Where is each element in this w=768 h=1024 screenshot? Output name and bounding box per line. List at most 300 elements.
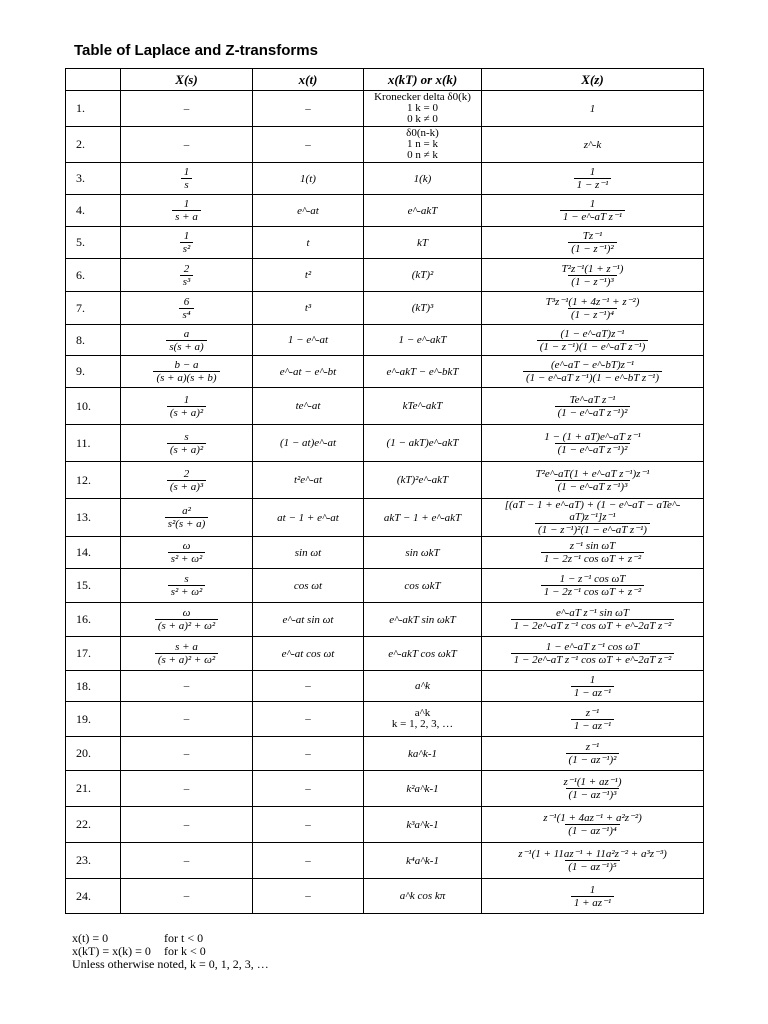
sampled-cell (364, 425, 482, 462)
time-expression: cos ωt (293, 579, 323, 592)
row-number: 18. (66, 671, 121, 702)
sampled-expression: k⁴a^k-1 (406, 854, 439, 867)
numerator: s (184, 430, 189, 443)
numerator: 1 (589, 883, 596, 896)
table-row (66, 91, 704, 127)
denominator: (s + a)² + ω² (155, 619, 218, 632)
table-row (66, 843, 704, 879)
time-expression: – (305, 102, 311, 115)
ztransform-fraction (511, 607, 675, 632)
row-number: 22. (66, 807, 121, 843)
numerator: z⁻¹(1 + 11az⁻¹ + 11a²z⁻² + a³z⁻³) (518, 848, 667, 860)
laplace-cell (121, 499, 253, 537)
sampled-definition (366, 708, 479, 730)
ztransform-cell (482, 737, 704, 771)
row-number: 7. (66, 292, 121, 325)
row-number: 2. (66, 127, 121, 163)
denominator: (s + a)(s + b) (153, 371, 219, 384)
ztransform-expression: z^-k (583, 138, 602, 151)
sampled-cell (364, 637, 482, 671)
definition-line: 1 n = k (407, 138, 438, 150)
time-cell (253, 843, 364, 879)
footnote-line (72, 958, 269, 971)
numerator: 2 (183, 467, 190, 480)
sampled-expression: a^k (414, 680, 431, 692)
denominator: (1 − e^-aT z⁻¹)² (555, 443, 631, 456)
laplace-cell (121, 388, 253, 425)
laplace-fraction (167, 431, 206, 456)
laplace-expression: – (183, 713, 190, 725)
time-expression: – (305, 713, 311, 725)
ztransform-cell (482, 425, 704, 462)
ztransform-fraction (515, 848, 670, 873)
laplace-expression: – (183, 138, 190, 151)
laplace-cell (121, 292, 253, 325)
table-row (66, 163, 704, 195)
table-row (66, 388, 704, 425)
row-number: 15. (66, 569, 121, 603)
denominator: s (181, 178, 191, 191)
ztransform-fraction (555, 394, 631, 419)
row-number: 4. (66, 195, 121, 227)
sampled-expression: kTe^-akT (402, 400, 443, 412)
ztransform-fraction (541, 431, 644, 456)
row-number: 20. (66, 737, 121, 771)
sampled-cell (364, 259, 482, 292)
laplace-cell (121, 425, 253, 462)
header-time: x(t) (253, 69, 364, 91)
table-row (66, 127, 704, 163)
table-row (66, 462, 704, 499)
table-row (66, 425, 704, 462)
time-expression: t² (304, 269, 312, 281)
sampled-expression: (1 − akT)e^-akT (386, 437, 459, 449)
table-row (66, 499, 704, 537)
table-row (66, 879, 704, 914)
sampled-cell (364, 195, 482, 227)
time-expression: e^-at cos ωt (281, 647, 335, 660)
laplace-expression: – (183, 102, 190, 115)
time-cell (253, 807, 364, 843)
denominator: (s + a)² (167, 406, 206, 419)
header-sampled: x(kT) or x(k) (364, 69, 482, 91)
ztransform-fraction (559, 263, 627, 288)
ztransform-fraction (560, 776, 624, 801)
denominator: s² (180, 242, 194, 255)
ztransform-fraction (541, 573, 644, 598)
table-row (66, 259, 704, 292)
laplace-expression: – (183, 747, 190, 760)
denominator: (1 − z⁻¹)⁴ (568, 308, 617, 321)
numerator: 1 (589, 198, 596, 210)
ztransform-fraction (571, 884, 614, 909)
denominator: s² + ω² (168, 585, 206, 598)
numerator: z⁻¹ sin ωT (569, 540, 616, 552)
sampled-definition (366, 92, 479, 125)
sampled-cell (364, 356, 482, 388)
ztransform-cell (482, 388, 704, 425)
definition-line: a^k (414, 707, 431, 719)
sampled-expression: ka^k-1 (407, 747, 438, 760)
ztransform-cell (482, 671, 704, 702)
laplace-cell (121, 637, 253, 671)
laplace-cell (121, 569, 253, 603)
ztransform-cell (482, 537, 704, 569)
ztransform-cell (482, 569, 704, 603)
numerator: ω (182, 607, 191, 619)
time-cell (253, 879, 364, 914)
time-cell (253, 259, 364, 292)
ztransform-cell (482, 127, 704, 163)
row-number: 3. (66, 163, 121, 195)
denominator: (1 − az⁻¹)² (566, 753, 620, 766)
ztransform-fraction (571, 707, 614, 732)
denominator: (1 − z⁻¹)³ (568, 275, 616, 288)
laplace-cell (121, 879, 253, 914)
time-cell (253, 499, 364, 537)
numerator: z⁻¹ (585, 706, 600, 719)
sampled-cell (364, 569, 482, 603)
sampled-cell (364, 227, 482, 259)
table-row (66, 603, 704, 637)
sampled-expression: e^-akT sin ωkT (389, 613, 456, 626)
sampled-cell (364, 537, 482, 569)
row-number: 12. (66, 462, 121, 499)
numerator: 1 (183, 393, 190, 406)
sampled-cell (364, 603, 482, 637)
sampled-cell (364, 292, 482, 325)
time-expression: 1(t) (300, 172, 316, 185)
sampled-expression: (kT)²e^-akT (396, 474, 449, 486)
ztransform-fraction (537, 328, 649, 353)
footnote-condition: x(kT) = x(k) = 0 (72, 944, 151, 958)
laplace-cell (121, 259, 253, 292)
ztransform-fraction (560, 198, 625, 223)
laplace-fraction (180, 230, 194, 255)
denominator: 1 − az⁻¹ (571, 719, 614, 732)
time-cell (253, 603, 364, 637)
laplace-cell (121, 163, 253, 195)
footnote-domain: for t < 0 (164, 931, 204, 945)
sampled-expression: 1(k) (413, 172, 432, 185)
time-expression: e^-at − e^-bt (279, 365, 337, 378)
denominator: (s + a)³ (167, 480, 206, 493)
header-row (66, 69, 704, 91)
sampled-expression: e^-akT cos ωkT (388, 647, 457, 660)
ztransform-fraction (532, 468, 652, 493)
table-row (66, 325, 704, 356)
laplace-cell (121, 771, 253, 807)
denominator: 1 − 2e^-aT z⁻¹ cos ωT + e^-2aT z⁻² (511, 619, 675, 632)
table-row (66, 227, 704, 259)
footnote-note: Unless otherwise noted, k = 0, 1, 2, 3, … (72, 957, 269, 971)
denominator: 1 − 2z⁻¹ cos ωT + z⁻² (541, 552, 644, 565)
numerator: Te^-aT z⁻¹ (569, 393, 616, 406)
time-expression: – (305, 890, 311, 902)
laplace-fraction (166, 328, 206, 353)
time-cell (253, 163, 364, 195)
laplace-fraction (155, 641, 218, 666)
row-number: 8. (66, 325, 121, 356)
sampled-cell (364, 127, 482, 163)
numerator: 1 (589, 673, 596, 686)
ztransform-fraction (568, 230, 616, 255)
time-cell (253, 91, 364, 127)
time-cell (253, 737, 364, 771)
sampled-cell (364, 737, 482, 771)
laplace-cell (121, 462, 253, 499)
ztransform-cell (482, 462, 704, 499)
numerator: z⁻¹(1 + az⁻¹) (563, 776, 622, 788)
denominator: 1 − e^-aT z⁻¹ (560, 210, 625, 223)
time-expression: – (305, 747, 311, 760)
laplace-cell (121, 603, 253, 637)
numerator: ω (182, 540, 191, 552)
row-number: 6. (66, 259, 121, 292)
ztransform-cell (482, 879, 704, 914)
time-cell (253, 292, 364, 325)
laplace-fraction (179, 296, 193, 321)
ztransform-cell (482, 292, 704, 325)
denominator: s + a (172, 210, 201, 223)
footnote-condition: x(t) = 0 (72, 931, 109, 945)
time-expression: sin ωt (294, 546, 322, 559)
laplace-expression: – (183, 782, 190, 795)
ztransform-fraction (511, 641, 675, 666)
laplace-fraction (181, 166, 193, 191)
sampled-expression: (kT)² (411, 269, 434, 281)
numerator: T²e^-aT(1 + e^-aT z⁻¹)z⁻¹ (535, 467, 650, 480)
denominator: (1 − z⁻¹)² (568, 242, 616, 255)
time-expression: e^-at sin ωt (282, 613, 334, 626)
time-expression: – (305, 138, 311, 151)
time-cell (253, 637, 364, 671)
ztransform-expression: 1 (589, 102, 596, 115)
numerator: 1 (183, 230, 190, 242)
sampled-cell (364, 163, 482, 195)
time-cell (253, 537, 364, 569)
footnote-domain: for k < 0 (164, 944, 206, 958)
row-number: 21. (66, 771, 121, 807)
definition-line: 0 k ≠ 0 (407, 113, 438, 125)
laplace-cell (121, 195, 253, 227)
laplace-cell (121, 356, 253, 388)
row-number: 19. (66, 702, 121, 737)
header-index (66, 69, 121, 91)
numerator: z⁻¹(1 + 4az⁻¹ + a²z⁻²) (543, 812, 642, 824)
sampled-cell (364, 771, 482, 807)
table-row (66, 292, 704, 325)
denominator: 1 − 2e^-aT z⁻¹ cos ωT + e^-2aT z⁻² (511, 653, 675, 666)
laplace-cell (121, 91, 253, 127)
time-expression: 1 − e^-at (287, 334, 329, 346)
laplace-cell (121, 537, 253, 569)
laplace-fraction (172, 198, 201, 223)
ztransform-fraction (541, 540, 644, 565)
laplace-cell (121, 702, 253, 737)
time-cell (253, 462, 364, 499)
definition-line: 0 n ≠ k (407, 149, 438, 161)
numerator: b − a (174, 359, 199, 371)
numerator: s (184, 573, 189, 585)
denominator: (1 − e^-aT z⁻¹)³ (555, 480, 631, 493)
denominator: s²(s + a) (165, 517, 209, 530)
numerator: 1 (183, 198, 190, 210)
numerator: s + a (175, 641, 198, 653)
header-ztransform: X(z) (482, 69, 704, 91)
transform-table (65, 68, 704, 914)
laplace-expression: – (183, 680, 190, 692)
ztransform-fraction (523, 359, 662, 384)
numerator: 1 − e^-aT z⁻¹ cos ωT (545, 641, 640, 653)
time-expression: – (305, 818, 311, 831)
numerator: T²z⁻¹(1 + z⁻¹) (561, 262, 624, 275)
sampled-cell (364, 91, 482, 127)
table-row (66, 637, 704, 671)
ztransform-cell (482, 702, 704, 737)
laplace-cell (121, 807, 253, 843)
definition-line: Kronecker delta δ0(k) (374, 91, 471, 103)
time-cell (253, 671, 364, 702)
numerator: 6 (183, 295, 190, 308)
sampled-definition (366, 128, 479, 161)
row-number: 10. (66, 388, 121, 425)
numerator: a (183, 327, 190, 340)
definition-line: δ0(n-k) (406, 127, 439, 139)
ztransform-cell (482, 771, 704, 807)
numerator: (e^-aT − e^-bT)z⁻¹ (550, 359, 635, 371)
sampled-cell (364, 671, 482, 702)
numerator: 1 − (1 + aT)e^-aT z⁻¹ (544, 430, 641, 443)
sampled-expression: cos ωkT (404, 579, 441, 592)
ztransform-cell (482, 91, 704, 127)
denominator: (1 − e^-aT z⁻¹)(1 − e^-bT z⁻¹) (523, 371, 662, 384)
sampled-expression: k³a^k-1 (406, 818, 439, 831)
denominator: s² + ω² (168, 552, 206, 565)
sampled-cell (364, 807, 482, 843)
laplace-fraction (155, 607, 218, 632)
ztransform-fraction (540, 812, 645, 837)
numerator: 1 − z⁻¹ cos ωT (559, 573, 626, 585)
laplace-cell (121, 671, 253, 702)
time-cell (253, 127, 364, 163)
laplace-cell (121, 325, 253, 356)
row-number: 23. (66, 843, 121, 879)
numerator: 1 (589, 166, 596, 178)
numerator: T³z⁻¹(1 + 4z⁻¹ + z⁻²) (545, 295, 640, 308)
denominator: (1 − z⁻¹)(1 − e^-aT z⁻¹) (537, 340, 649, 353)
time-expression: e^-at (297, 204, 319, 217)
denominator: (s + a)² (167, 443, 206, 456)
table-row (66, 771, 704, 807)
laplace-cell (121, 227, 253, 259)
time-cell (253, 771, 364, 807)
table-row (66, 195, 704, 227)
ztransform-fraction (574, 166, 612, 191)
row-number: 5. (66, 227, 121, 259)
sampled-expression: kT (417, 236, 428, 249)
laplace-expression: – (183, 890, 190, 902)
table-row (66, 807, 704, 843)
laplace-cell (121, 127, 253, 163)
numerator: (1 − e^-aT)z⁻¹ (560, 327, 625, 340)
sampled-expression: sin ωkT (405, 546, 440, 559)
numerator: a² (182, 505, 191, 517)
row-number: 16. (66, 603, 121, 637)
page-title: Table of Laplace and Z-transforms (74, 42, 318, 59)
laplace-fraction (168, 573, 206, 598)
ztransform-cell (482, 637, 704, 671)
ztransform-cell (482, 325, 704, 356)
time-expression: t (306, 236, 310, 249)
table-row (66, 737, 704, 771)
denominator: 1 − z⁻¹ (574, 178, 612, 191)
sampled-cell (364, 879, 482, 914)
time-expression: at − 1 + e^-at (277, 511, 339, 524)
footnotes (72, 932, 269, 971)
sampled-expression: 1 − e^-akT (398, 334, 447, 346)
definition-line: k = 1, 2, 3, … (391, 718, 454, 730)
time-expression: – (305, 680, 311, 692)
time-expression: (1 − at)e^-at (279, 437, 337, 449)
denominator: (1 − az⁻¹)³ (566, 788, 620, 801)
row-number: 24. (66, 879, 121, 914)
numerator: 2 (183, 262, 190, 275)
laplace-fraction (168, 540, 206, 565)
time-cell (253, 195, 364, 227)
denominator: 1 + az⁻¹ (571, 896, 614, 909)
laplace-fraction (153, 359, 219, 384)
table-row (66, 569, 704, 603)
row-number: 1. (66, 91, 121, 127)
time-cell (253, 425, 364, 462)
laplace-expression: – (183, 818, 190, 831)
sampled-cell (364, 388, 482, 425)
laplace-expression: – (183, 854, 190, 867)
time-expression: t²e^-at (293, 474, 323, 486)
laplace-cell (121, 737, 253, 771)
ztransform-cell (482, 227, 704, 259)
row-number: 11. (66, 425, 121, 462)
sampled-cell (364, 843, 482, 879)
ztransform-cell (482, 603, 704, 637)
ztransform-cell (482, 499, 704, 537)
denominator: (1 − az⁻¹)⁵ (565, 860, 619, 873)
denominator: s(s + a) (166, 340, 206, 353)
sampled-cell (364, 325, 482, 356)
denominator: s⁴ (179, 308, 193, 321)
ztransform-cell (482, 163, 704, 195)
row-number: 13. (66, 499, 121, 537)
sampled-expression: k²a^k-1 (406, 782, 439, 795)
denominator: (1 − z⁻¹)²(1 − e^-aT z⁻¹) (535, 523, 650, 536)
ztransform-cell (482, 807, 704, 843)
numerator: z⁻¹ (585, 741, 600, 753)
ztransform-cell (482, 259, 704, 292)
ztransform-fraction (566, 741, 620, 766)
numerator: Tz⁻¹ (582, 230, 603, 242)
table-row (66, 537, 704, 569)
time-cell (253, 702, 364, 737)
header-laplace: X(s) (121, 69, 253, 91)
ztransform-fraction (543, 296, 643, 321)
time-expression: – (305, 782, 311, 795)
denominator: 1 − az⁻¹ (571, 686, 614, 699)
laplace-fraction (165, 505, 209, 530)
laplace-fraction (180, 263, 194, 288)
ztransform-cell (482, 356, 704, 388)
sampled-expression: e^-akT − e^-bkT (386, 365, 459, 378)
